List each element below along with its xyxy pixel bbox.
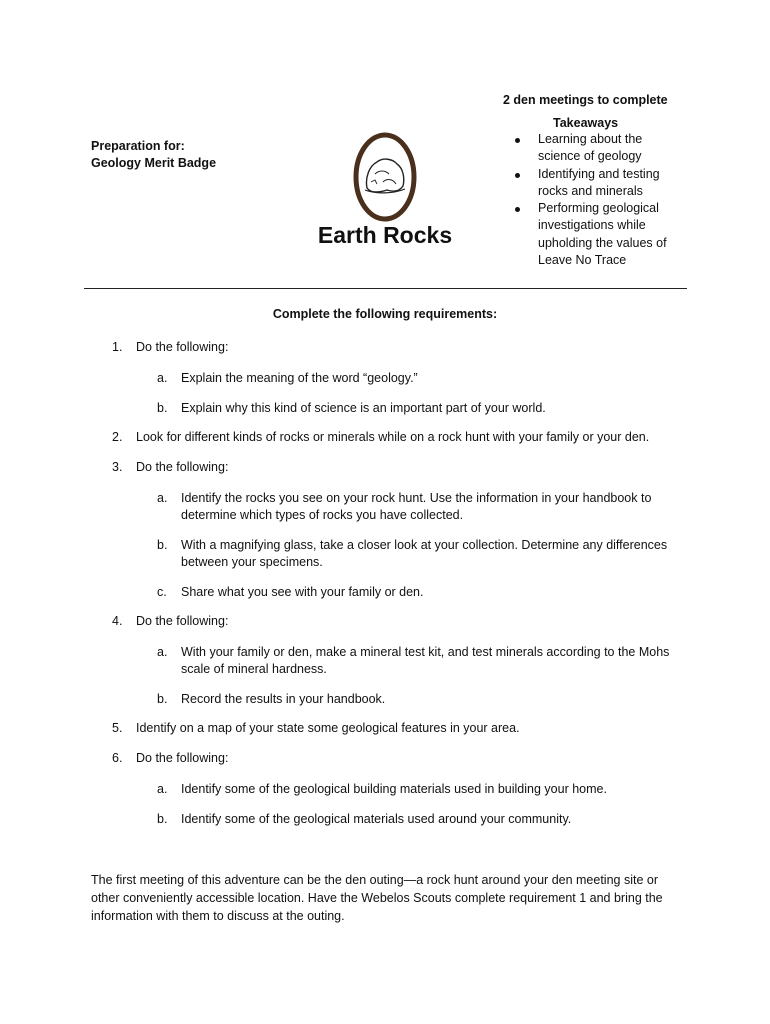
closing-note: The first meeting of this adventure can be the den outing—a rock hunt around your den meeting site or other conveniently accessible location. Have the Webelos Scouts complete requirement 1 and bring the information with them to discuss at the outing. <box>91 873 663 923</box>
sub-requirement-text: Record the results in your handbook. <box>181 692 386 706</box>
earth-rocks-adventure-logo-icon <box>353 132 417 222</box>
sub-requirement-text: With your family or den, make a mineral test kit, and test minerals according to the Mohs scale of mineral hardness. <box>181 645 670 676</box>
takeaway-item: Identifying and testing rocks and minerals <box>510 166 685 201</box>
requirement-number: 3. <box>112 460 123 474</box>
requirement-number: 4. <box>112 614 123 628</box>
sub-requirement-text: Identify some of the geological materials used around your community. <box>181 812 572 826</box>
takeaways-heading: Takeaways <box>553 116 619 130</box>
requirement-text: Do the following: <box>136 751 229 765</box>
sub-requirement-letter: b. <box>157 401 168 415</box>
takeaway-item: Learning about the science of geology <box>510 131 685 166</box>
meetings-count: 2 den meetings to complete <box>503 93 668 107</box>
requirement-number: 5. <box>112 721 123 735</box>
requirement-number: 6. <box>112 751 123 765</box>
requirement-text: Do the following: <box>136 614 229 628</box>
sub-requirement-text: Explain why this kind of science is an important part of your world. <box>181 401 546 415</box>
sub-requirement-letter: c. <box>157 585 167 599</box>
sub-requirement-letter: b. <box>157 812 168 826</box>
sub-requirement-letter: a. <box>157 645 168 659</box>
takeaways-list <box>510 131 685 269</box>
header-divider <box>84 288 687 289</box>
merit-badge-name: Geology Merit Badge <box>91 156 217 170</box>
takeaway-item: Performing geological investigations while upholding the values of Leave No Trace <box>510 200 685 269</box>
sub-requirement-text: Identify the rocks you see on your rock hunt. Use the information in your handbook to determine which types of rocks you have collected. <box>181 491 652 522</box>
sub-requirement-letter: b. <box>157 538 168 552</box>
adventure-title: Earth Rocks <box>317 222 453 248</box>
requirement-number: 2. <box>112 430 123 444</box>
requirements-heading: Complete the following requirements: <box>272 307 498 321</box>
requirement-text: Do the following: <box>136 460 229 474</box>
requirement-text: Identify on a map of your state some geological features in your area. <box>136 721 520 735</box>
sub-requirement-text: With a magnifying glass, take a closer look at your collection. Determine any differences between your specimens. <box>181 538 668 569</box>
sub-requirement-letter: a. <box>157 491 168 505</box>
requirement-text: Look for different kinds of rocks or minerals while on a rock hunt with your family or your den. <box>136 430 650 444</box>
preparation-label: Preparation for: <box>91 139 185 153</box>
requirement-text: Do the following: <box>136 340 229 354</box>
preparation-note <box>91 138 216 172</box>
requirement-number: 1. <box>112 340 123 354</box>
sub-requirement-letter: a. <box>157 371 168 385</box>
sub-requirement-letter: b. <box>157 692 168 706</box>
sub-requirement-letter: a. <box>157 782 168 796</box>
sub-requirement-text: Identify some of the geological building materials used in building your home. <box>181 782 607 796</box>
sub-requirement-text: Explain the meaning of the word “geology.” <box>181 371 418 385</box>
sub-requirement-text: Share what you see with your family or den. <box>181 585 424 599</box>
